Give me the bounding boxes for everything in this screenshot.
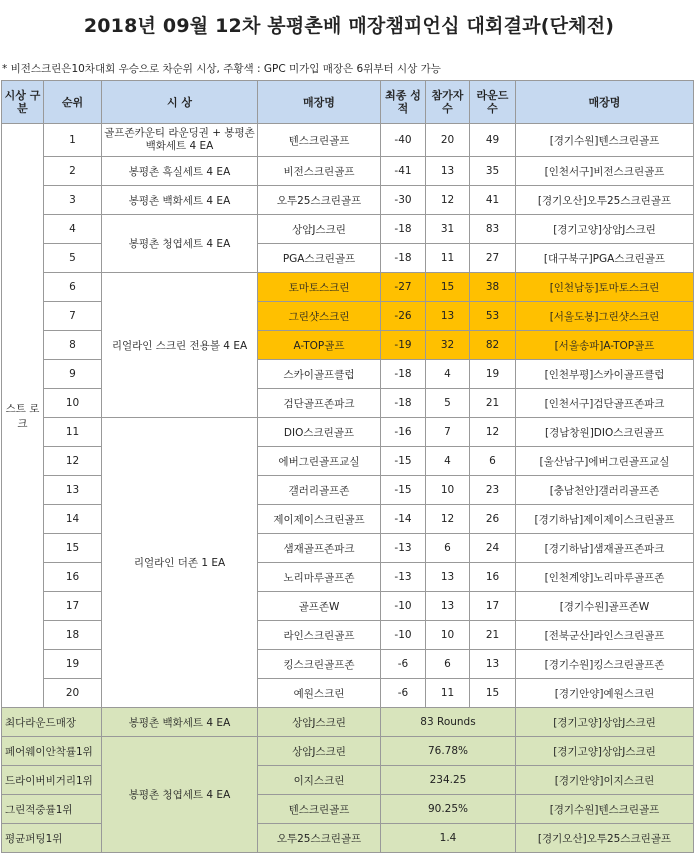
score-cell: -18 xyxy=(381,215,426,244)
score-cell: -19 xyxy=(381,331,426,360)
store2-cell: [인천서구]검단골프존파크 xyxy=(516,389,694,418)
special-store2: [경기고양]상암J스크린 xyxy=(516,737,694,766)
store2-cell: [서울송파]A-TOP골프 xyxy=(516,331,694,360)
store-cell: 오투25스크린골프 xyxy=(258,186,381,215)
special-store2: [경기수원]텐스크린골프 xyxy=(516,795,694,824)
score-cell: -27 xyxy=(381,273,426,302)
header-rank: 순위 xyxy=(44,81,102,124)
store2-cell: [인천부평]스카이골프클럽 xyxy=(516,360,694,389)
header-store2: 매장명 xyxy=(516,81,694,124)
score-cell: -18 xyxy=(381,389,426,418)
store2-cell: [울산남구]에버그린골프교실 xyxy=(516,447,694,476)
special-store2: [경기고양]상암J스크린 xyxy=(516,708,694,737)
participants-cell: 11 xyxy=(426,244,470,273)
rounds-cell: 15 xyxy=(470,679,516,708)
rank-cell: 12 xyxy=(44,447,102,476)
participants-cell: 4 xyxy=(426,447,470,476)
store2-cell: [경기수원]텐스크린골프 xyxy=(516,124,694,157)
rounds-cell: 6 xyxy=(470,447,516,476)
participants-cell: 6 xyxy=(426,534,470,563)
store2-cell: [인천남동]토마토스크린 xyxy=(516,273,694,302)
special-label: 페어웨이안착률1위 xyxy=(2,737,102,766)
header-prize: 시 상 xyxy=(102,81,258,124)
store2-cell: [경기수원]킹스크린골프존 xyxy=(516,650,694,679)
participants-cell: 11 xyxy=(426,679,470,708)
category-stroke: 스트 로크 xyxy=(2,124,44,708)
score-cell: -15 xyxy=(381,476,426,505)
rounds-cell: 27 xyxy=(470,244,516,273)
participants-cell: 13 xyxy=(426,157,470,186)
store2-cell: [경기하남]샘재골프존파크 xyxy=(516,534,694,563)
store-cell: DIO스크린골프 xyxy=(258,418,381,447)
score-cell: -6 xyxy=(381,650,426,679)
header-store: 매장명 xyxy=(258,81,381,124)
special-label: 최다라운드매장 xyxy=(2,708,102,737)
participants-cell: 12 xyxy=(426,505,470,534)
rank-cell: 4 xyxy=(44,215,102,244)
special-value: 83 Rounds xyxy=(381,708,516,737)
special-value: 1.4 xyxy=(381,824,516,853)
special-row xyxy=(2,708,694,737)
participants-cell: 15 xyxy=(426,273,470,302)
rounds-cell: 13 xyxy=(470,650,516,679)
participants-cell: 13 xyxy=(426,563,470,592)
prize-cell: 리얼라인 스크린 전용볼 4 EA xyxy=(102,273,258,418)
store-cell: 노리마루골프존 xyxy=(258,563,381,592)
prize-cell: 봉평촌 백화세트 4 EA xyxy=(102,186,258,215)
special-store: 상암J스크린 xyxy=(258,737,381,766)
table-row xyxy=(2,273,694,302)
rounds-cell: 12 xyxy=(470,418,516,447)
participants-cell: 4 xyxy=(426,360,470,389)
note-text: * 비전스크린은10차대회 우승으로 차순위 시상, 주황색 : GPC 미가입 매장은 6위부터 시상 가능 xyxy=(2,63,441,75)
store2-cell: [인천계양]노리마루골프존 xyxy=(516,563,694,592)
rank-cell: 14 xyxy=(44,505,102,534)
special-store: 이지스크린 xyxy=(258,766,381,795)
participants-cell: 10 xyxy=(426,621,470,650)
prize-cell: 골프존카운티 라운딩권 + 봉평촌 백화세트 4 EA xyxy=(102,124,258,157)
store2-cell: [경기고양]상암J스크린 xyxy=(516,215,694,244)
store-cell: 갤러리골프존 xyxy=(258,476,381,505)
special-value: 76.78% xyxy=(381,737,516,766)
score-cell: -6 xyxy=(381,679,426,708)
store-cell: 토마토스크린 xyxy=(258,273,381,302)
rounds-cell: 41 xyxy=(470,186,516,215)
rank-cell: 5 xyxy=(44,244,102,273)
score-cell: -10 xyxy=(381,592,426,621)
store2-cell: [경기안양]예원스크린 xyxy=(516,679,694,708)
score-cell: -14 xyxy=(381,505,426,534)
participants-cell: 20 xyxy=(426,124,470,157)
rank-cell: 11 xyxy=(44,418,102,447)
special-store: 오투25스크린골프 xyxy=(258,824,381,853)
participants-cell: 7 xyxy=(426,418,470,447)
header-category: 시상 구분 xyxy=(2,81,44,124)
header-participants: 참가자 수 xyxy=(426,81,470,124)
special-store2: [경기오산]오투25스크린골프 xyxy=(516,824,694,853)
rank-cell: 9 xyxy=(44,360,102,389)
rounds-cell: 17 xyxy=(470,592,516,621)
special-label: 평균퍼팅1위 xyxy=(2,824,102,853)
rank-cell: 7 xyxy=(44,302,102,331)
special-prize: 봉평촌 백화세트 4 EA xyxy=(102,708,258,737)
participants-cell: 6 xyxy=(426,650,470,679)
rank-cell: 1 xyxy=(44,124,102,157)
prize-cell: 봉평촌 청엽세트 4 EA xyxy=(102,215,258,273)
score-cell: -41 xyxy=(381,157,426,186)
score-cell: -18 xyxy=(381,360,426,389)
score-cell: -26 xyxy=(381,302,426,331)
store2-cell: [경남창원]DIO스크린골프 xyxy=(516,418,694,447)
store-cell: 스카이골프클럽 xyxy=(258,360,381,389)
header-score: 최종 성적 xyxy=(381,81,426,124)
store2-cell: [서울도봉]그린샷스크린 xyxy=(516,302,694,331)
store2-cell: [충남천안]갤러리골프존 xyxy=(516,476,694,505)
rank-cell: 19 xyxy=(44,650,102,679)
store-cell: 샘재골프존파크 xyxy=(258,534,381,563)
rounds-cell: 16 xyxy=(470,563,516,592)
store-cell: 텐스크린골프 xyxy=(258,124,381,157)
special-prize: 봉평촌 청엽세트 4 EA xyxy=(102,737,258,853)
special-store: 상암J스크린 xyxy=(258,708,381,737)
participants-cell: 13 xyxy=(426,302,470,331)
score-cell: -18 xyxy=(381,244,426,273)
rounds-cell: 38 xyxy=(470,273,516,302)
table-row xyxy=(2,215,694,244)
special-row xyxy=(2,737,694,766)
rounds-cell: 53 xyxy=(470,302,516,331)
store-cell: 그린샷스크린 xyxy=(258,302,381,331)
store-cell: 검단골프존파크 xyxy=(258,389,381,418)
special-value: 234.25 xyxy=(381,766,516,795)
rounds-cell: 19 xyxy=(470,360,516,389)
special-label: 그린적중률1위 xyxy=(2,795,102,824)
score-cell: -15 xyxy=(381,447,426,476)
participants-cell: 31 xyxy=(426,215,470,244)
rounds-cell: 23 xyxy=(470,476,516,505)
rank-cell: 15 xyxy=(44,534,102,563)
table-row xyxy=(2,157,694,186)
rounds-cell: 83 xyxy=(470,215,516,244)
table-row xyxy=(2,418,694,447)
store-cell: 에버그린골프교실 xyxy=(258,447,381,476)
rank-cell: 2 xyxy=(44,157,102,186)
special-store: 텐스크린골프 xyxy=(258,795,381,824)
rounds-cell: 24 xyxy=(470,534,516,563)
store-cell: 비전스크린골프 xyxy=(258,157,381,186)
rounds-cell: 49 xyxy=(470,124,516,157)
store-cell: 상암J스크린 xyxy=(258,215,381,244)
table-row xyxy=(2,124,694,157)
score-cell: -10 xyxy=(381,621,426,650)
rank-cell: 8 xyxy=(44,331,102,360)
store2-cell: [전북군산]라인스크린골프 xyxy=(516,621,694,650)
rank-cell: 10 xyxy=(44,389,102,418)
rank-cell: 18 xyxy=(44,621,102,650)
rank-cell: 17 xyxy=(44,592,102,621)
store-cell: 라인스크린골프 xyxy=(258,621,381,650)
special-store2: [경기안양]이지스크린 xyxy=(516,766,694,795)
rank-cell: 6 xyxy=(44,273,102,302)
rank-cell: 20 xyxy=(44,679,102,708)
store-cell: PGA스크린골프 xyxy=(258,244,381,273)
store2-cell: [대구북구]PGA스크린골프 xyxy=(516,244,694,273)
participants-cell: 12 xyxy=(426,186,470,215)
participants-cell: 10 xyxy=(426,476,470,505)
header-row xyxy=(2,81,694,124)
store2-cell: [경기수원]골프존W xyxy=(516,592,694,621)
store2-cell: [인천서구]비전스크린골프 xyxy=(516,157,694,186)
score-cell: -13 xyxy=(381,563,426,592)
rank-cell: 3 xyxy=(44,186,102,215)
rank-cell: 13 xyxy=(44,476,102,505)
score-cell: -13 xyxy=(381,534,426,563)
store2-cell: [경기오산]오투25스크린골프 xyxy=(516,186,694,215)
participants-cell: 5 xyxy=(426,389,470,418)
score-cell: -40 xyxy=(381,124,426,157)
rounds-cell: 82 xyxy=(470,331,516,360)
prize-cell: 봉평촌 흑실세트 4 EA xyxy=(102,157,258,186)
store2-cell: [경기하남]제이제이스크린골프 xyxy=(516,505,694,534)
rank-cell: 16 xyxy=(44,563,102,592)
participants-cell: 13 xyxy=(426,592,470,621)
rounds-cell: 21 xyxy=(470,389,516,418)
special-value: 90.25% xyxy=(381,795,516,824)
store-cell: 킹스크린골프존 xyxy=(258,650,381,679)
store-cell: A-TOP골프 xyxy=(258,331,381,360)
score-cell: -30 xyxy=(381,186,426,215)
page-title: 2018년 09월 12차 봉평촌배 매장챔피언십 대회결과(단체전) xyxy=(83,15,615,37)
store-cell: 예원스크린 xyxy=(258,679,381,708)
participants-cell: 32 xyxy=(426,331,470,360)
header-rounds: 라운드 수 xyxy=(470,81,516,124)
prize-cell: 리얼라인 더존 1 EA xyxy=(102,418,258,708)
store-cell: 골프존W xyxy=(258,592,381,621)
table-row xyxy=(2,186,694,215)
rounds-cell: 35 xyxy=(470,157,516,186)
rounds-cell: 21 xyxy=(470,621,516,650)
results-table xyxy=(1,80,694,853)
store-cell: 제이제이스크린골프 xyxy=(258,505,381,534)
score-cell: -16 xyxy=(381,418,426,447)
rounds-cell: 26 xyxy=(470,505,516,534)
special-label: 드라이버비거리1위 xyxy=(2,766,102,795)
